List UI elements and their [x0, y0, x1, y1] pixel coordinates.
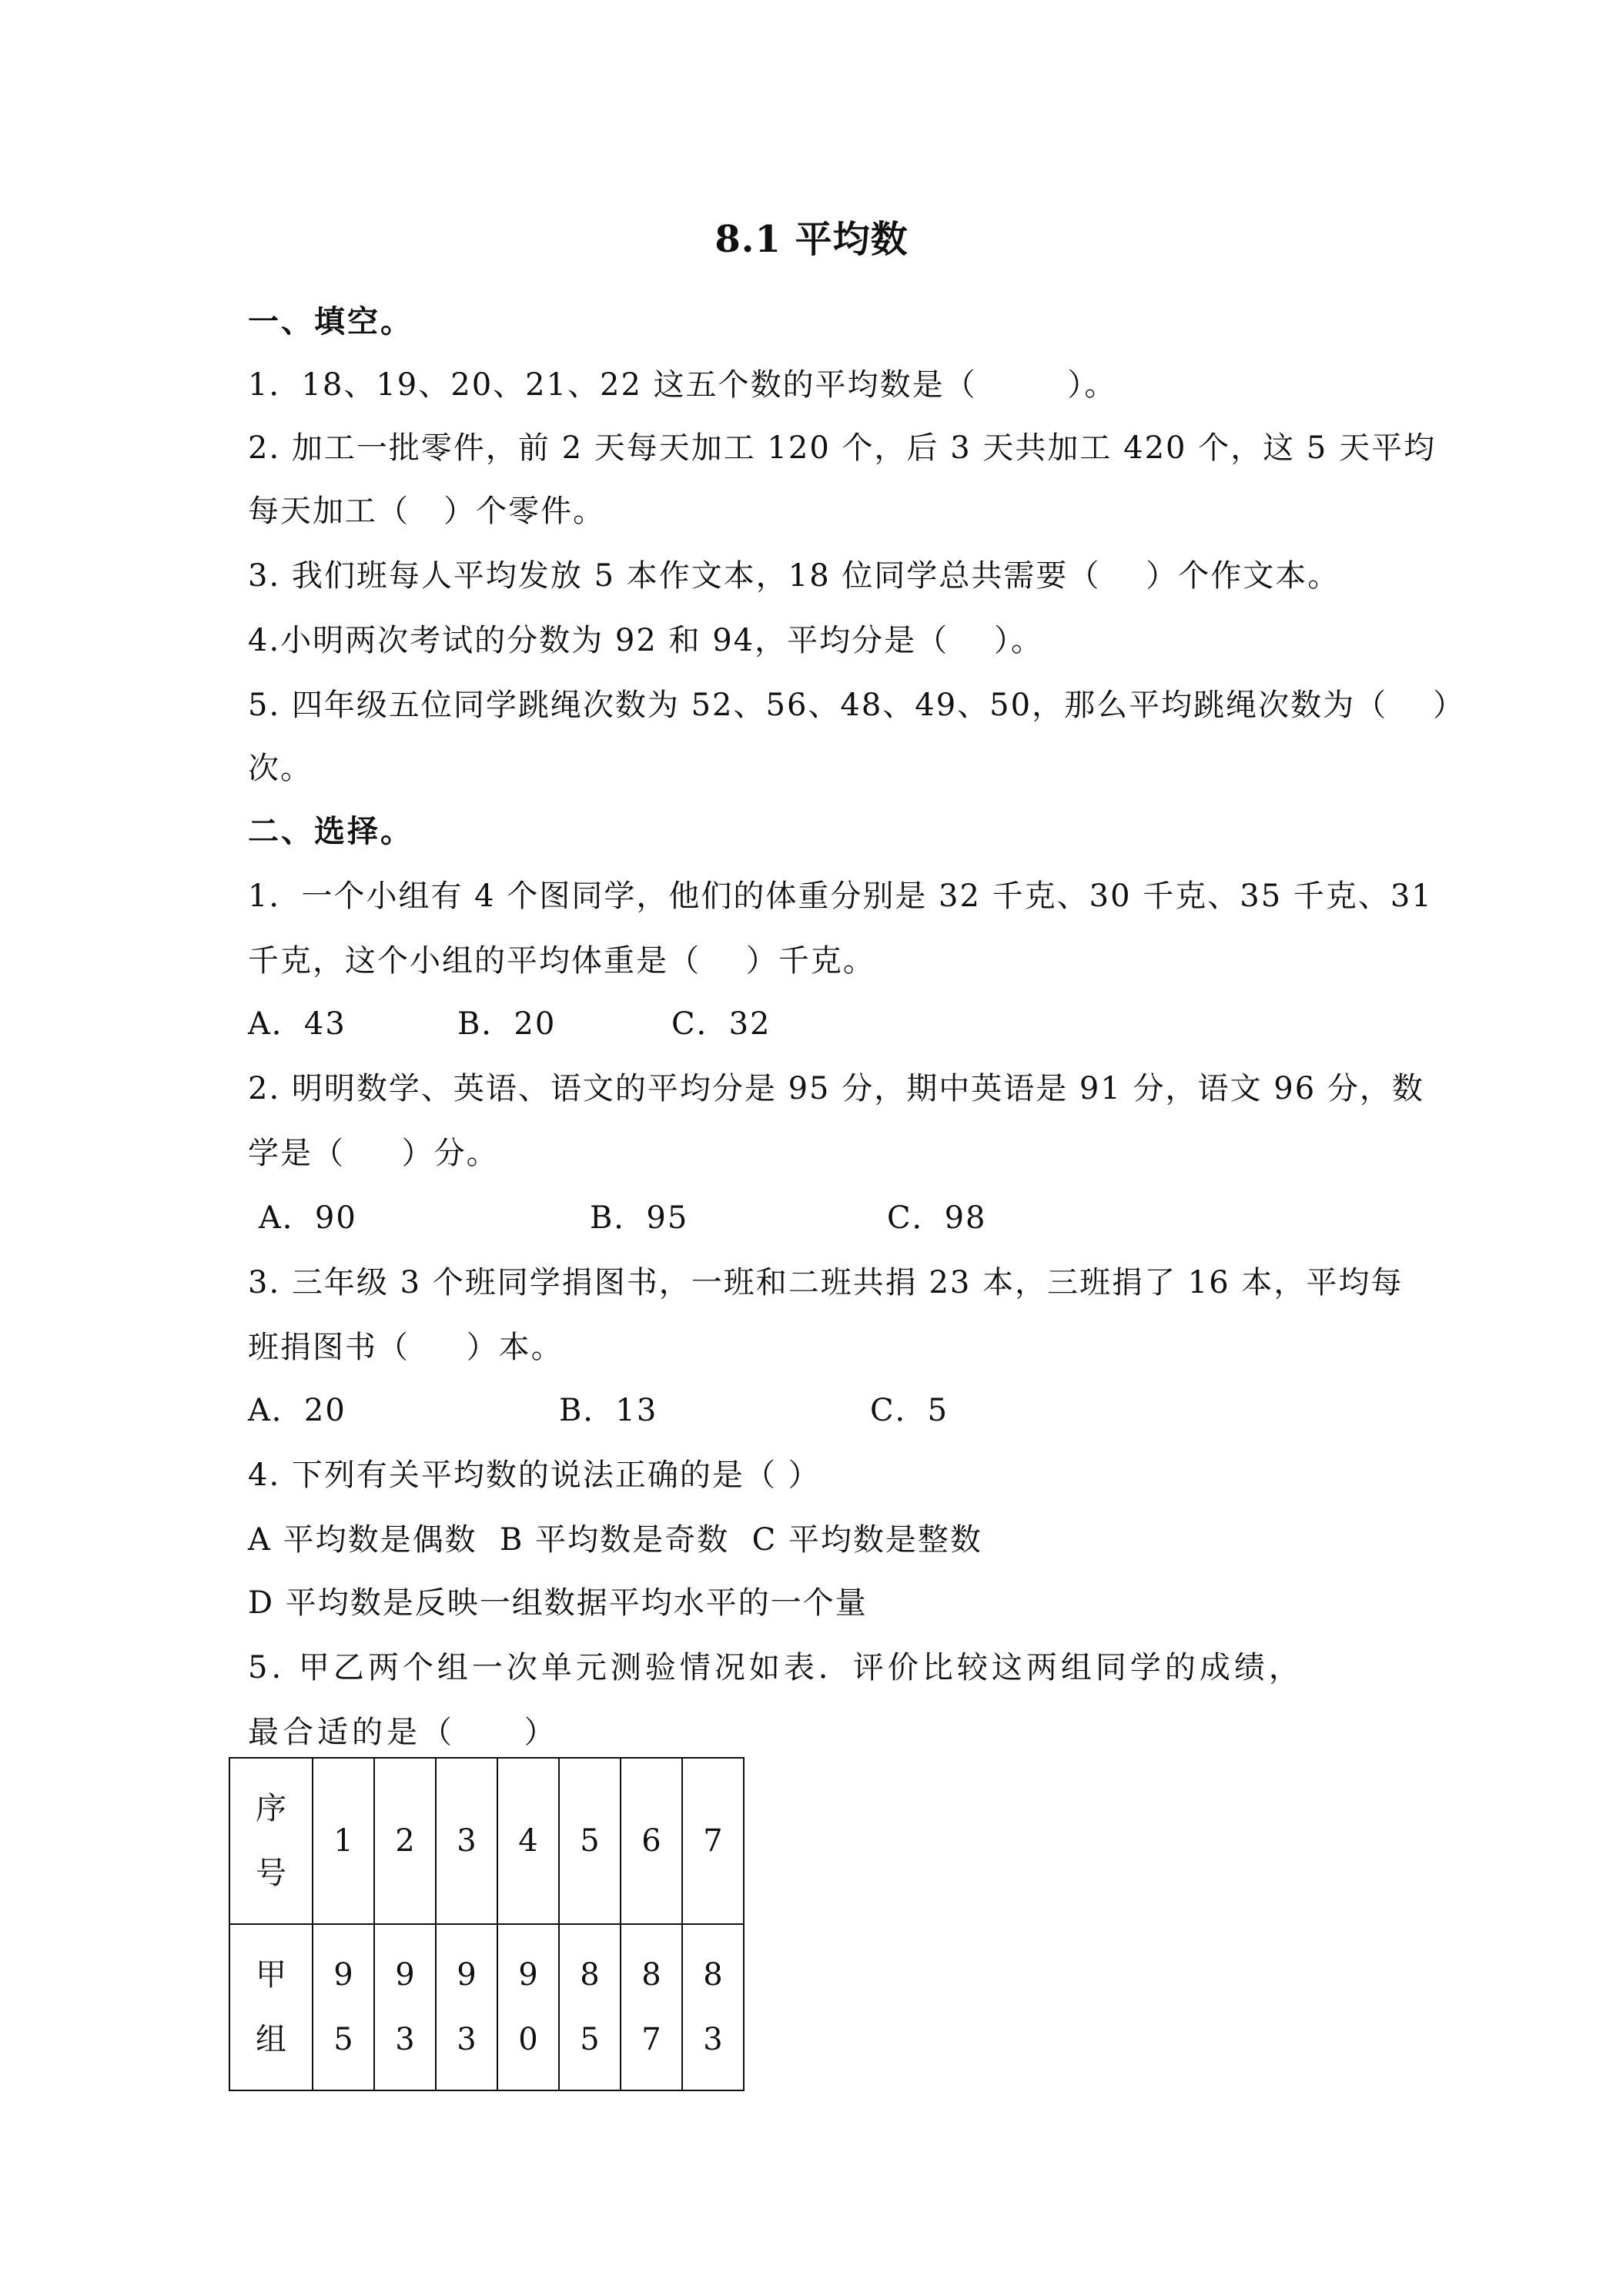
choice-question-2-line-2: 学是（ ）分。: [248, 1136, 499, 1171]
cell-digit: 7: [641, 2022, 661, 2057]
cell-digit: 9: [333, 1957, 353, 1993]
table-cell: [497, 1924, 559, 2090]
choice-2-option-c: C．98: [887, 1200, 987, 1236]
header-label-char-2: 号: [256, 1856, 286, 1891]
cell-digit: 3: [703, 2022, 723, 2057]
fill-question-3: 3. 我们班每人平均发放 5 本作文本，18 位同学总共需要（ ）个作文本。: [248, 558, 1340, 594]
cell-digit: 3: [395, 2022, 415, 2057]
table-cell: [436, 1924, 497, 2090]
choice-3-option-a: A．20: [248, 1393, 346, 1428]
page-title: 8.1 平均数: [714, 218, 909, 261]
choice-question-5-line-1: 5. 甲乙两个组一次单元测验情况如表．评价比较这两组同学的成绩，: [248, 1650, 1303, 1685]
cell-digit: 0: [518, 2022, 538, 2057]
choice-question-4: 4. 下列有关平均数的说法正确的是（ ）: [248, 1458, 821, 1493]
cell-digit: 3: [457, 2022, 477, 2057]
choice-question-1-line-2: 千克，这个小组的平均体重是（ ）千克。: [248, 943, 875, 979]
table-header-label: [229, 1758, 313, 1924]
choice-2-option-b: B．95: [590, 1200, 689, 1236]
cell-digit: 5: [580, 2022, 600, 2057]
fill-question-4: 4.小明两次考试的分数为 92 和 94，平均分是（ ）。: [248, 623, 1043, 658]
cell-digit: 8: [703, 1957, 723, 1993]
header-label-char-1: 序: [256, 1791, 286, 1826]
table-cell: [374, 1924, 436, 2090]
choice-question-3-line-2: 班捐图书（ ）本。: [248, 1330, 564, 1365]
table-row-group-jia: [229, 1924, 744, 2090]
choice-1-option-b: B．20: [457, 1006, 557, 1042]
fill-question-1: 1．18、19、20、21、22 这五个数的平均数是（ ）。: [248, 367, 1117, 403]
table-cell: [559, 1924, 621, 2090]
choice-2-option-a: A．90: [259, 1200, 357, 1236]
section-heading-fill-in: 一、填空。: [248, 303, 413, 340]
choice-1-option-a: A．43: [248, 1006, 346, 1042]
table-column-4: 4: [497, 1758, 559, 1924]
fill-question-2-line-1: 2. 加工一批零件，前 2 天每天加工 120 个，后 3 天共加工 420 个，这 5 天平均: [248, 430, 1437, 466]
table-column-3: 3: [436, 1758, 497, 1924]
table-column-1: 1: [313, 1758, 374, 1924]
cell-digit: 8: [580, 1957, 600, 1993]
table-row-label: [229, 1924, 313, 2090]
section-heading-choice: 二、选择。: [248, 813, 413, 849]
table-column-7: 7: [682, 1758, 744, 1924]
choice-4-options-abc: A 平均数是偶数 B 平均数是奇数 C 平均数是整数: [248, 1522, 982, 1558]
fill-question-5-line-2: 次。: [248, 751, 313, 786]
cell-digit: 9: [518, 1957, 538, 1993]
row-label-char-2: 组: [256, 2022, 286, 2057]
table-column-5: 5: [559, 1758, 621, 1924]
choice-question-2-line-1: 2. 明明数学、英语、语文的平均分是 95 分，期中英语是 91 分，语文 96 分，数: [248, 1071, 1424, 1106]
table-cell: [621, 1924, 682, 2090]
cell-digit: 9: [395, 1957, 415, 1993]
choice-question-5-line-2: 最合适的是（ ）: [248, 1715, 559, 1750]
table-column-6: 6: [621, 1758, 682, 1924]
cell-digit: 8: [641, 1957, 661, 1993]
choice-3-option-b: B．13: [559, 1393, 658, 1428]
row-label-char-1: 甲: [256, 1957, 286, 1993]
choice-3-option-c: C．5: [870, 1393, 949, 1428]
fill-question-5-line-1: 5. 四年级五位同学跳绳次数为 52、56、48、49、50，那么平均跳绳次数为（ ）: [248, 688, 1465, 723]
choice-1-option-c: C．32: [671, 1006, 771, 1042]
fill-question-2-line-2: 每天加工（ ）个零件。: [248, 494, 606, 529]
table-column-2: 2: [374, 1758, 436, 1924]
cell-digit: 9: [457, 1957, 477, 1993]
table-header-row: [229, 1758, 744, 1924]
cell-digit: 5: [333, 2022, 353, 2057]
choice-question-3-line-1: 3. 三年级 3 个班同学捐图书，一班和二班共捐 23 本，三班捐了 16 本，平均每: [248, 1265, 1404, 1300]
table-cell: [682, 1924, 744, 2090]
choice-question-1-line-1: 1．一个小组有 4 个图同学，他们的体重分别是 32 千克、30 千克、35 千克、31: [248, 879, 1433, 914]
table-cell: [313, 1924, 374, 2090]
choice-4-option-d: D 平均数是反映一组数据平均水平的一个量: [248, 1585, 868, 1621]
score-table: [229, 1757, 745, 2091]
